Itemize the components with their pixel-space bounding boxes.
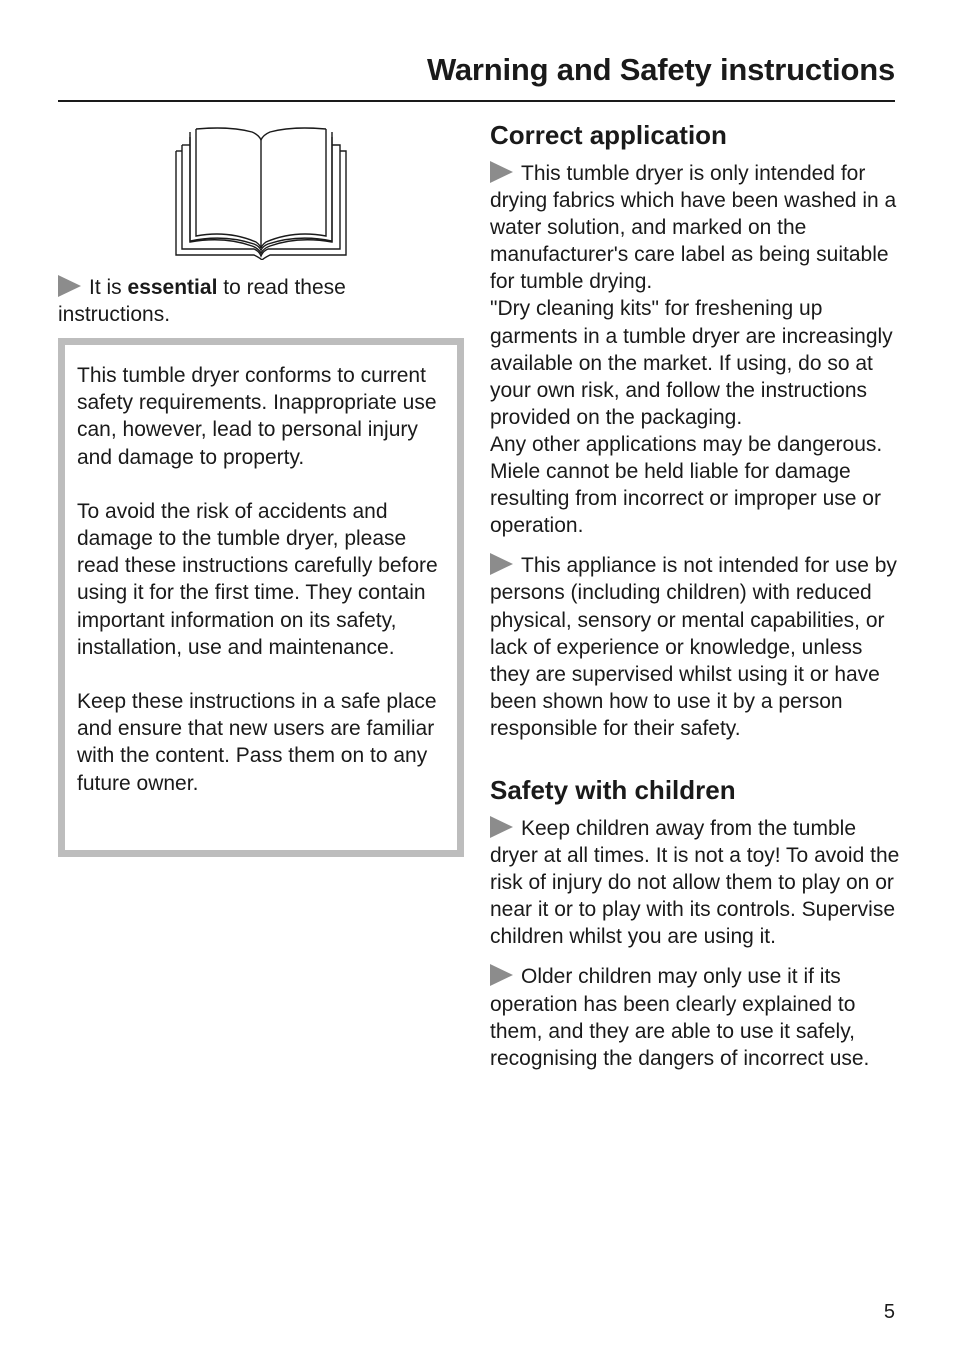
notice-paragraph: To avoid the risk of accidents and damage to the tumble dryer, please read these instructions carefully before using it for the first time. They contain important information on its safety, installation, use and maintenance. [77, 499, 438, 659]
open-book-icon [172, 124, 350, 260]
paragraph-text: This appliance is not intended for use by persons (including children) with reduced physical, sensory or mental capabilities, or lack of experience or knowledge, unless they are supervised whilst using it or have been shown how to use it by a person responsible for their safety. [490, 554, 897, 740]
paragraph-text: Keep children away from the tumble dryer at all times. It is not a toy! To avoid the risk of injury do not allow them to play on or near it or to play with its controls. Supervise children whilst you are using it. [490, 816, 900, 949]
paragraph-text: This tumble dryer is only intended for drying fabrics which have been washed in a water solution, and marked on the manufacturer's care label as being suitable for tumble drying. [490, 162, 897, 294]
paragraph-text: Older children may only use it if its operation has been clearly explained to them, and they are able to use it safely, recognising the dangers of incorrect use. [490, 965, 870, 1070]
paragraph: "Dry cleaning kits" for freshening up garments in a tumble dryer are increasingly available on the market. If using, do so at your own risk, and follow the instructions provided on the packaging. [490, 297, 893, 429]
triangle-bullet-icon [490, 816, 513, 838]
right-column [490, 118, 900, 1072]
notice-paragraph: This tumble dryer conforms to current safety requirements. Inappropriate use can, however, lead to personal injury and damage to property. [77, 364, 437, 469]
page-number: 5 [883, 1301, 895, 1323]
note-bold: essential [127, 276, 218, 299]
page-title: Warning and Safety instructions [426, 52, 895, 87]
note-prefix: It is [89, 276, 128, 299]
bullet-paragraph [490, 815, 900, 950]
section-heading-correct-application: Correct application [490, 120, 727, 150]
bullet-paragraph [490, 963, 900, 1071]
triangle-bullet-icon [58, 275, 81, 297]
section-heading-safety-with-children: Safety with children [490, 774, 736, 805]
safety-notice-box [58, 338, 464, 857]
bullet-paragraph [490, 552, 900, 742]
paragraph: Any other applications may be dangerous. Miele cannot be held liable for damage resulting from incorrect or improper use or operation. [490, 432, 883, 538]
triangle-bullet-icon [490, 964, 513, 986]
bullet-paragraph [490, 160, 900, 295]
note-suffix: to read these instructions. [58, 276, 346, 326]
essential-note [58, 274, 458, 328]
notice-paragraph: Keep these instructions in a safe place and ensure that new users are familiar with the content. Pass them on to any future owner. [77, 690, 437, 795]
page-header [58, 48, 895, 102]
triangle-bullet-icon [490, 161, 513, 183]
triangle-bullet-icon [490, 553, 513, 575]
